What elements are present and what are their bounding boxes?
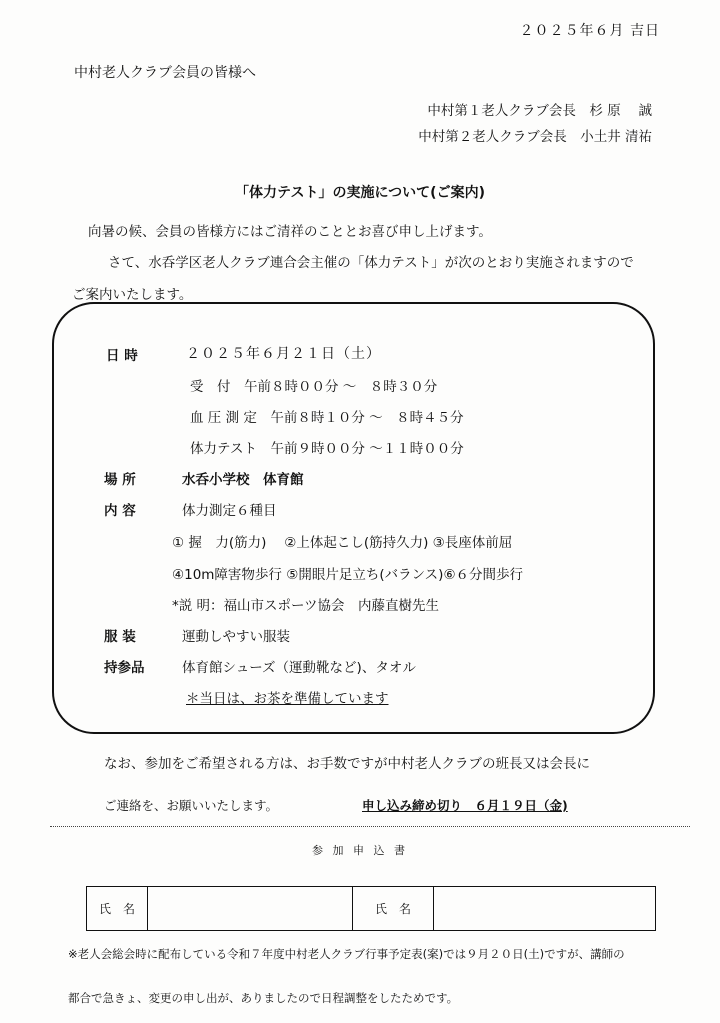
name-label-1: 氏 名 <box>87 887 148 931</box>
name-field-2[interactable] <box>434 887 656 931</box>
issue-date: ２０２５年６月 吉日 <box>519 23 660 39</box>
footnote-line: ※老人会総会時に配布している令和７年度中村老人クラブ行事予定表(案)では９月２０日(土)ですが、講師の <box>68 947 625 961</box>
content-value: 体力測定６種目 <box>182 503 277 519</box>
sender-2: 中村第２老人クラブ会長 小土井 清祐 <box>418 129 652 145</box>
tea-note: ＊当日は、お茶を準備しています <box>186 691 389 707</box>
content-label: 内 容 <box>104 503 136 519</box>
place-label: 場 所 <box>104 472 136 488</box>
bring-value: 体育館シューズ（運動靴など)、タオル <box>182 660 416 676</box>
datetime-label: 日 時 <box>106 348 138 364</box>
explainer-note: *説 明：福山市スポーツ協会 内藤直樹先生 <box>172 598 440 614</box>
schedule-blood-pressure: 血 圧 測 定 午前８時１０分 ～ ８時４５分 <box>190 410 464 426</box>
application-deadline: 申し込み締め切り ６月１９日（金) <box>362 798 568 813</box>
schedule-fitness-test: 体力テスト 午前９時００分 ～１１時００分 <box>190 441 464 457</box>
intro-line-end: ご案内いたします。 <box>72 287 193 303</box>
greeting-line: 向暑の候、会員の皆様方にはご清祥のこととお喜び申し上げます。 <box>88 224 492 240</box>
bring-label: 持参品 <box>104 660 145 676</box>
place-value: 水呑小学校 体育館 <box>182 472 304 488</box>
clothing-label: 服 装 <box>104 629 136 645</box>
closing-line: なお、参加をご希望される方は、お手数ですが中村老人クラブの班長又は会長に <box>104 756 590 772</box>
document-title: 「体力テスト」の実施について(ご案内) <box>235 185 485 201</box>
schedule-reception: 受 付 午前８時００分 ～ ８時３０分 <box>190 379 438 395</box>
name-field-1[interactable] <box>148 887 353 931</box>
application-form-table <box>86 886 656 931</box>
addressee: 中村老人クラブ会員の皆様へ <box>74 65 256 81</box>
intro-line: さて、水呑学区老人クラブ連合会主催の「体力テスト」が次のとおり実施されますので <box>108 255 634 271</box>
closing-line-end: ご連絡を、お願いいたします。 <box>104 798 279 813</box>
sender-1: 中村第１老人クラブ会長 杉 原 誠 <box>427 103 652 119</box>
test-items-line-2: ④10m障害物歩行 ⑤開眼片足立ち(バランス)⑥６分間歩行 <box>172 567 524 583</box>
application-form-title: 参 加 申 込 書 <box>312 844 408 857</box>
test-items-line-1: ① 握 力(筋力) ②上体起こし(筋持久力) ③長座体前屈 <box>172 535 513 551</box>
cut-line <box>50 826 690 827</box>
datetime-value: ２０２５年６月２１日（土） <box>186 346 381 362</box>
clothing-value: 運動しやすい服装 <box>182 629 290 645</box>
name-label-2: 氏 名 <box>353 887 434 931</box>
footnote-line-end: 都合で急きょ、変更の申し出が、ありましたので日程調整をしたためです。 <box>68 991 459 1005</box>
